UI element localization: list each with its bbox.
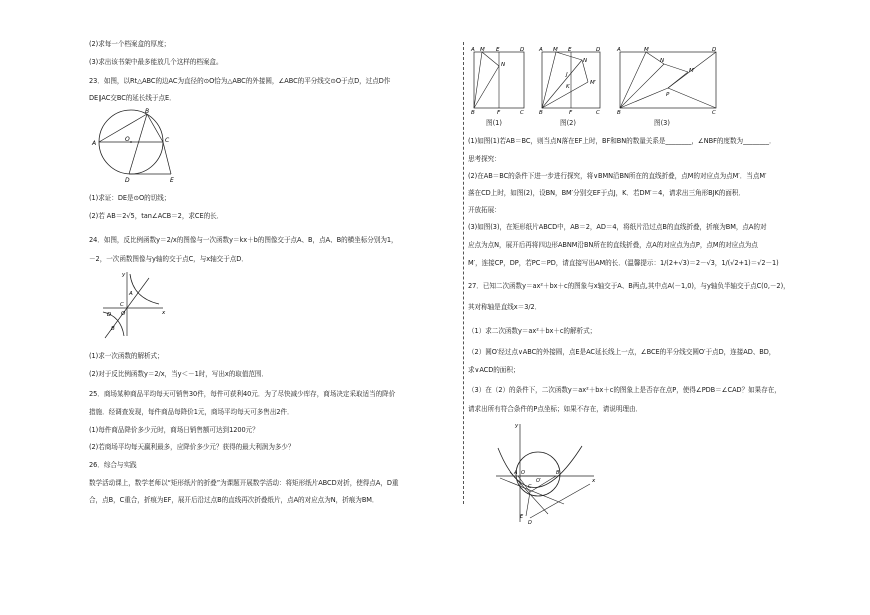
- svg-text:B: B: [111, 326, 115, 332]
- q23-line2: DE∥AC交BC的延长线于点E．: [89, 94, 176, 102]
- svg-text:C: C: [165, 137, 170, 144]
- svg-text:N: N: [583, 58, 588, 64]
- q26-part3-line2: 应点为点N，展开后再将四边形ABNM沿BN所在的直线折叠，点A的对应点为点P，点M的对应点为点: [468, 241, 758, 249]
- q23-circle-figure: [89, 108, 189, 188]
- q26-part1: (1)如图(1)若AB＝BC，则当点N落在EF上时，BF和BN的数量关系是________，∠NBF的度数为________．: [468, 137, 776, 145]
- svg-text:N: N: [501, 62, 506, 68]
- svg-text:C: C: [520, 110, 524, 114]
- fig1-caption: 图(1): [486, 119, 502, 127]
- svg-text:O: O: [125, 136, 130, 143]
- svg-text:K: K: [566, 84, 570, 90]
- svg-text:D: D: [520, 47, 525, 53]
- q26-part2-line2: 落在CD上时，如图(2)，设BN，BM′分别交EF于点J，K．若DM′＝4，请求出三角形BJK的面积．: [468, 189, 745, 197]
- svg-text:E: E: [568, 47, 572, 53]
- q26-part3-line3: M′，连接CP，DP，若PC＝PD，请直接写出AM的长．(温馨提示：1/(2+√3)＝2－√3，1/(√2+1)＝√2－1): [468, 259, 779, 267]
- svg-text:C: C: [528, 484, 532, 490]
- svg-text:D: D: [596, 47, 601, 53]
- svg-text:A: A: [514, 470, 518, 476]
- q26-part3-line1: (3)如图(3)，在矩形纸片ABCD中，AB＝2，AD＝4，将纸片沿过点B的直线折叠，折痕为BM，点A的对: [468, 223, 767, 231]
- svg-text:F: F: [569, 110, 573, 114]
- q27-line2: 其对称轴是直线x＝3/2．: [468, 303, 542, 311]
- q25-sub1: (1)每件商品降价多少元时，商场日销售额可达到1200元？: [89, 426, 259, 434]
- q24-graph-figure: [99, 268, 169, 340]
- q25-line2: 措施．经调查发现，每件商品每降价1元，商场平均每天可多售出2件．: [89, 408, 294, 416]
- fold-figure-1: [470, 46, 530, 114]
- fold-figure-2: [538, 46, 608, 114]
- q23-sub1: (1)求证：DE是⊙O的切线；: [89, 194, 171, 202]
- q26-line1: 数学活动课上，数学老师以“矩形纸片的折叠”为课题开展数学活动：将矩形纸片ABCD对折，使得点A，D重: [89, 479, 399, 487]
- svg-text:y: y: [515, 423, 519, 429]
- svg-text:C: C: [120, 302, 124, 308]
- svg-text:x: x: [162, 310, 166, 316]
- svg-text:D: D: [125, 177, 130, 184]
- q27-sub3-line1: （3）在（2）的条件下，二次函数y＝ax²＋bx＋c的图象上是否存在点P，使得∠PDB＝∠CAD？如果存在，: [468, 386, 781, 394]
- svg-text:M: M: [644, 47, 649, 53]
- svg-text:B: B: [539, 110, 543, 114]
- svg-text:B: B: [556, 470, 560, 476]
- svg-text:M: M: [480, 47, 485, 53]
- q27-line1: 27．已知二次函数y＝ax²＋bx＋c的图象与x轴交于A、B两点,其中点A(－1,0)，与y轴负半轴交于点C(0,－2)，: [468, 282, 790, 290]
- svg-text:A: A: [129, 291, 133, 297]
- svg-text:E: E: [496, 47, 500, 53]
- q22-part2: (2)求每一个档案盒的厚度；: [89, 40, 171, 48]
- svg-text:M′: M′: [689, 68, 695, 74]
- svg-text:B: B: [471, 110, 475, 114]
- fold-figure-3: [616, 46, 721, 114]
- q27-sub3-line2: 请求出所有符合条件的P点坐标；如果不存在，请说明理由．: [468, 405, 643, 413]
- q23-line1: 23．如图，以Rt△ABC的边AC为直径的⊙O恰为△ABC的外接圆，∠ABC的平分线交⊙O于点D，过点D作: [89, 77, 391, 85]
- svg-text:A: A: [92, 140, 97, 147]
- svg-text:F: F: [497, 110, 501, 114]
- svg-text:O: O: [521, 470, 525, 476]
- svg-text:O: O: [121, 311, 126, 317]
- q27-sub1: （1）求二次函数y＝ax²＋bx＋c的解析式；: [468, 327, 597, 335]
- open-extension-heading: 开放拓展：: [468, 206, 501, 214]
- fig2-caption: 图(2): [560, 119, 576, 127]
- svg-text:B: B: [617, 110, 621, 114]
- svg-text:E: E: [170, 177, 174, 184]
- q23-sub2: (2)若 AB＝2√5，tan∠ACB＝2，求CE的长．: [89, 212, 224, 220]
- column-divider: [463, 42, 464, 504]
- q26-line2: 合，点B，C重合，折痕为EF，展开后沿过点B的直线再次折叠纸片，点A的对应点为N，折痕为BM．: [89, 496, 379, 504]
- fig3-caption: 图(3): [654, 119, 670, 127]
- q27-sub2-line2: 求∨ACD的面积；: [468, 366, 520, 374]
- q22-part3: (3)求出该书架中最多能放几个这样的档案盒。: [89, 58, 223, 66]
- svg-text:x: x: [592, 478, 596, 484]
- svg-text:D: D: [712, 47, 717, 53]
- q27-sub2-line1: （2）圆O′经过点∨ABC的外接圆，点E是AC延长线上一点，∠BCE的平分线交圆O′于点D，连接AD、BD，: [468, 348, 776, 356]
- svg-text:M′: M′: [590, 80, 596, 86]
- svg-text:A: A: [539, 47, 543, 53]
- q24-sub1: (1)求一次函数的解析式；: [89, 352, 164, 360]
- svg-text:A: A: [617, 47, 621, 53]
- q24-line2: －2，一次函数图像与y轴的交于点C，与x轴交于点D．: [89, 255, 248, 263]
- q24-line1: 24．如图，反比例函数y＝2/x的图像与一次函数y＝kx＋b的图像交于点A、B，点A、B的横坐标分别为1，: [89, 236, 398, 244]
- svg-text:E: E: [520, 514, 524, 520]
- q27-parabola-circle-figure: [490, 418, 600, 528]
- svg-text:D: D: [107, 312, 112, 318]
- svg-text:D: D: [528, 520, 532, 526]
- svg-text:B: B: [145, 108, 150, 115]
- svg-text:N: N: [660, 58, 665, 64]
- q24-sub2: (2)对于反比例函数y＝2/x，当y＜－1时，写出x的取值范围．: [89, 370, 269, 378]
- q25-line1: 25．商场某种商品平均每天可销售30件，每件可获利40元．为了尽快减少库存，商场决定采取适当的降价: [89, 390, 396, 398]
- svg-text:y: y: [122, 272, 126, 278]
- q25-sub2: (2)若商场平均每天赢利最多，应降价多少元？获得的最大利润为多少？: [89, 443, 295, 451]
- svg-text:O′: O′: [536, 478, 542, 484]
- svg-text:A: A: [471, 47, 475, 53]
- think-explore-heading: 思考探究：: [468, 155, 501, 163]
- svg-text:C: C: [712, 110, 716, 114]
- svg-text:J: J: [566, 72, 568, 78]
- svg-text:M: M: [553, 47, 558, 53]
- svg-text:P: P: [666, 92, 670, 98]
- q26-part2-line1: (2)在AB＝BC的条件下进一步进行探究，将∨BMN沿BN所在的直线折叠，点M的对应点为点M′．当点M′: [468, 172, 767, 180]
- svg-text:C: C: [596, 110, 600, 114]
- q26-title: 26．综合与实践: [89, 461, 137, 469]
